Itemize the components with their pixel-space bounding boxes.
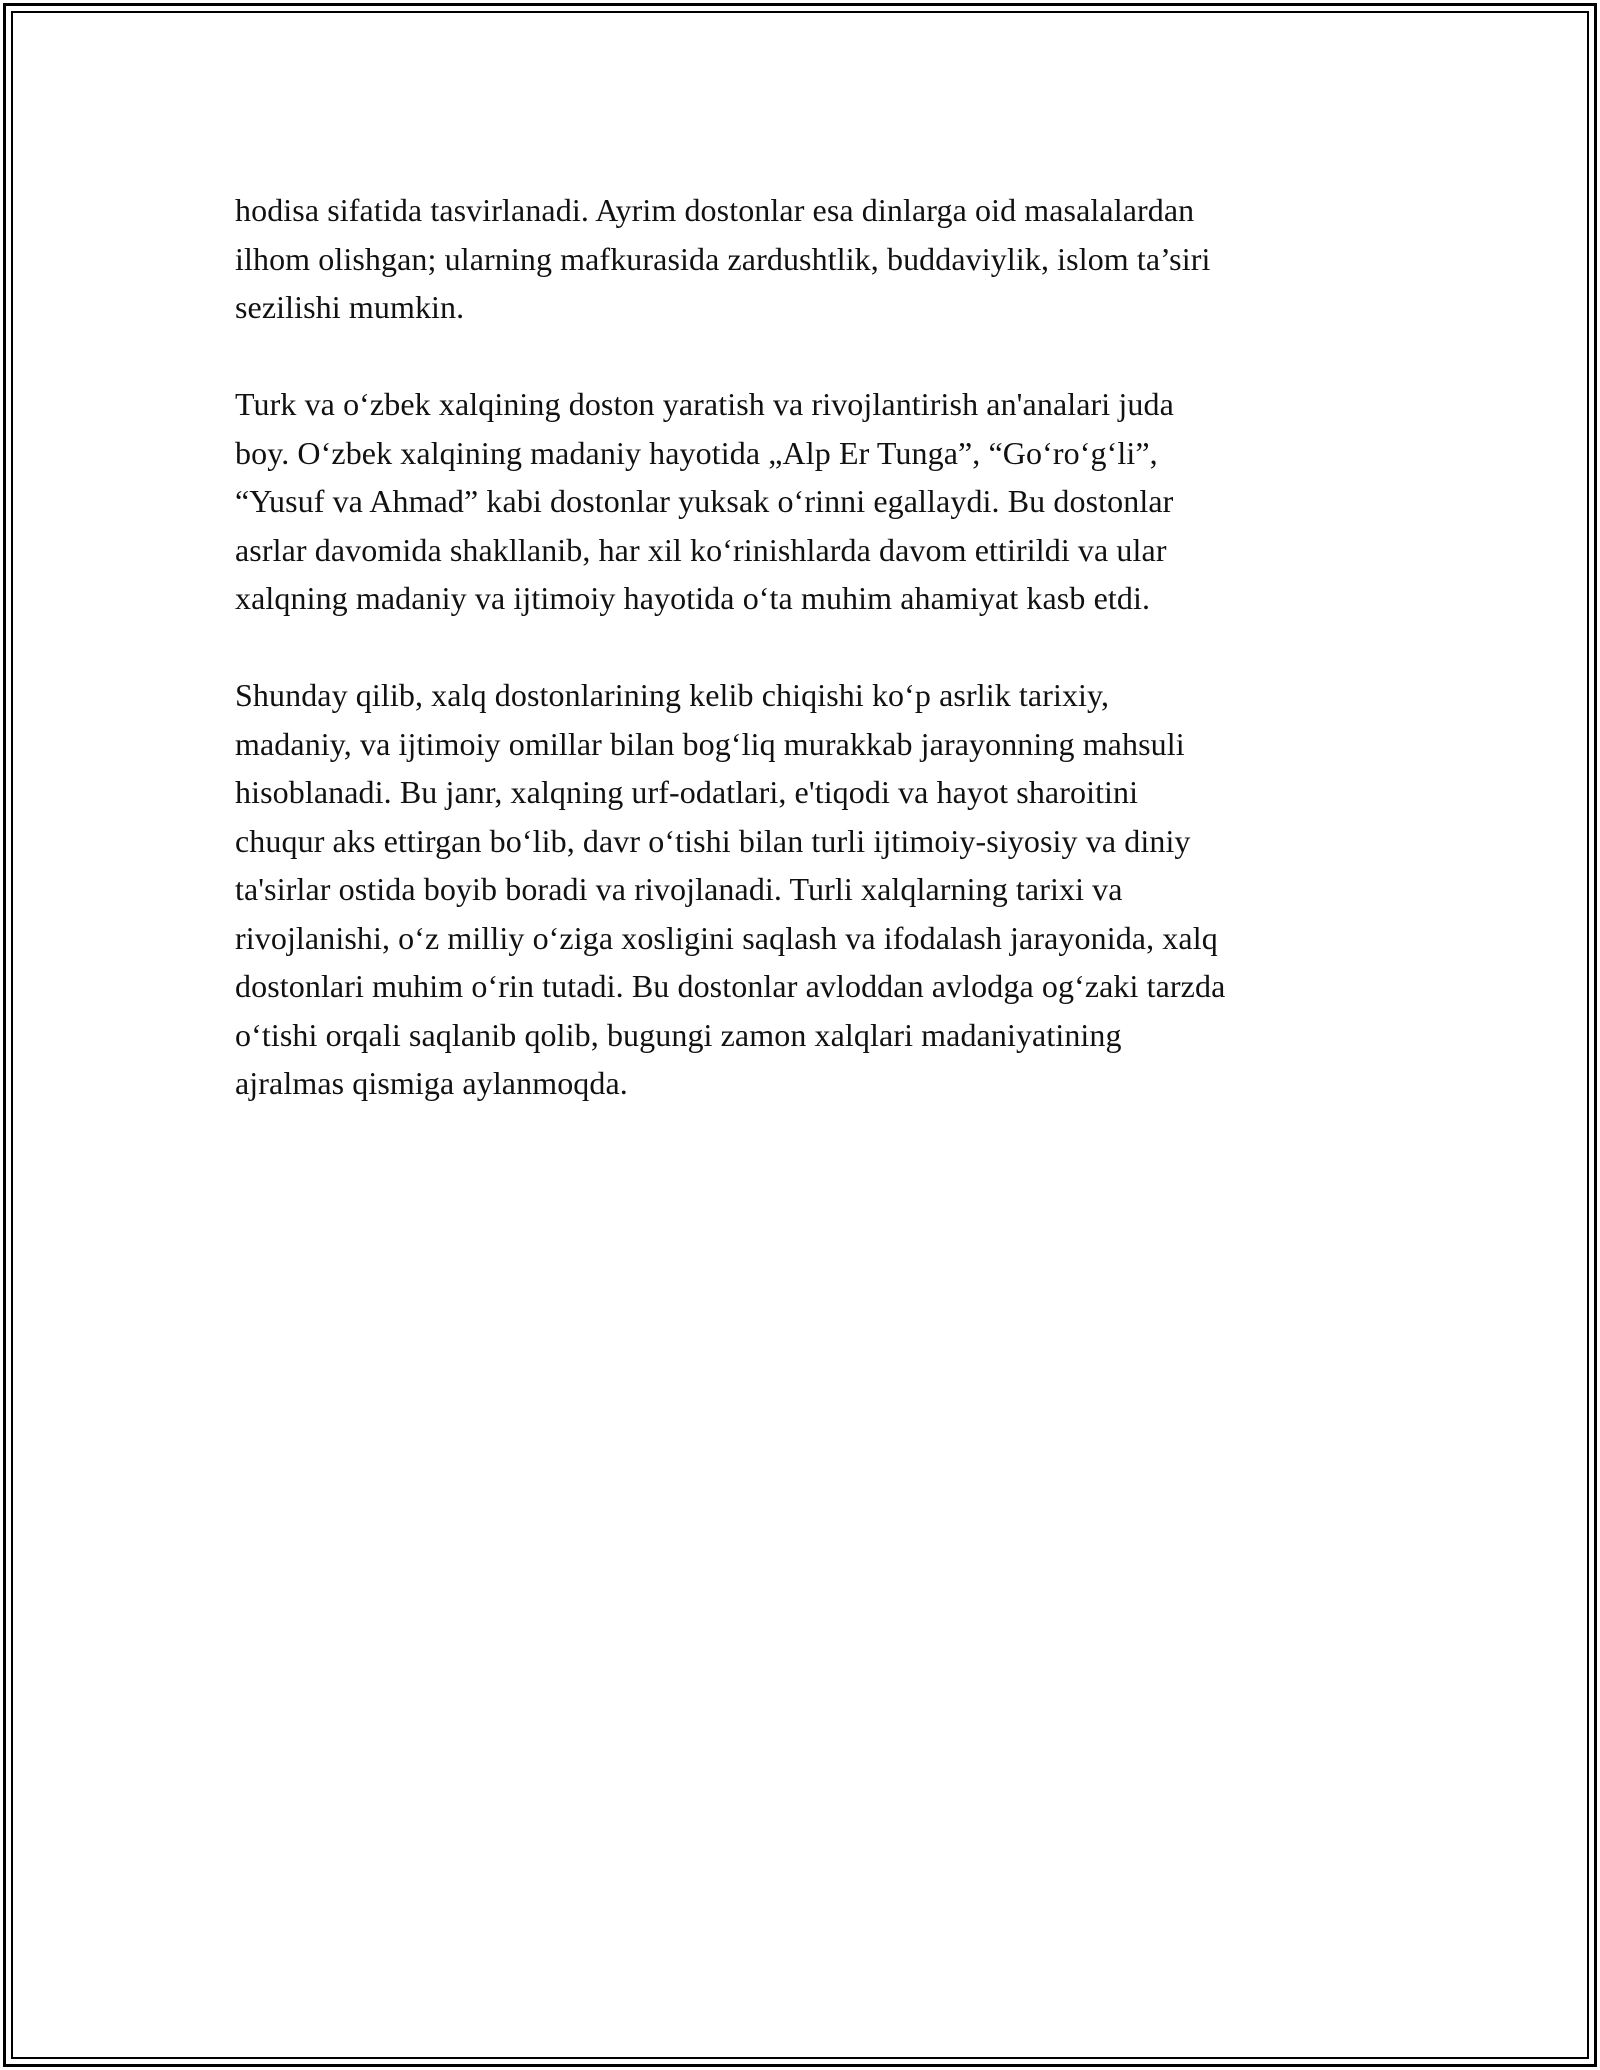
text-line: xalqning madaniy va ijtimoiy hayotida o‘ta muhim ahamiyat kasb etdi. <box>235 580 1151 616</box>
text-line: chuqur aks ettirgan bo‘lib, davr o‘tishi bilan turli ijtimoiy-siyosiy va diniy <box>235 822 1191 859</box>
text-line: hisoblanadi. Bu janr, xalqning urf-odatlari, e'tiqodi va hayot sharoitini <box>235 774 1139 810</box>
text-line: o‘tishi orqali saqlanib qolib, bugungi zamon xalqlari madaniyatining <box>235 1016 1122 1053</box>
text-line: dostonlari muhim o‘rin tutadi. Bu dostonlar avloddan avlodga og‘zaki tarzda <box>235 968 1226 1004</box>
text-line: ta'sirlar ostida boyib boradi va rivojlanadi. Turli xalqlarning tarixi va <box>235 871 1123 907</box>
text-line: ajralmas qismiga aylanmoqda. <box>235 1065 628 1101</box>
text-line: rivojlanishi, o‘z milliy o‘ziga xosligini saqlash va ifodalash jarayonida, xalq <box>235 919 1218 956</box>
text-line: boy. O‘zbek xalqining madaniy hayotida „Alp Er Tunga”, “Go‘ro‘g‘li”, <box>235 434 1158 471</box>
text-line: sezilishi mumkin. <box>235 289 465 325</box>
paragraph-1 <box>235 186 1380 332</box>
paragraph-2 <box>235 380 1380 623</box>
paragraph-3 <box>235 671 1380 1108</box>
document-body <box>235 186 1380 1156</box>
text-line: Turk va o‘zbek xalqining doston yaratish va rivojlantirish an'analari juda <box>235 386 1174 422</box>
text-line: Shunday qilib, xalq dostonlarining kelib chiqishi ko‘p asrlik tarixiy, <box>235 677 1110 713</box>
text-line: asrlar davomida shakllanib, har xil ko‘rinishlarda davom ettirildi va ular <box>235 531 1167 568</box>
text-line: ilhom olishgan; ularning mafkurasida zardushtlik, buddaviylik, islom ta’siri <box>235 240 1211 277</box>
text-line: madaniy, va ijtimoiy omillar bilan bog‘liq murakkab jarayonning mahsuli <box>235 725 1185 762</box>
text-line: “Yusuf va Ahmad” kabi dostonlar yuksak o‘rinni egallaydi. Bu dostonlar <box>235 483 1174 519</box>
text-line: hodisa sifatida tasvirlanadi. Ayrim dostonlar esa dinlarga oid masalalardan <box>235 192 1195 228</box>
